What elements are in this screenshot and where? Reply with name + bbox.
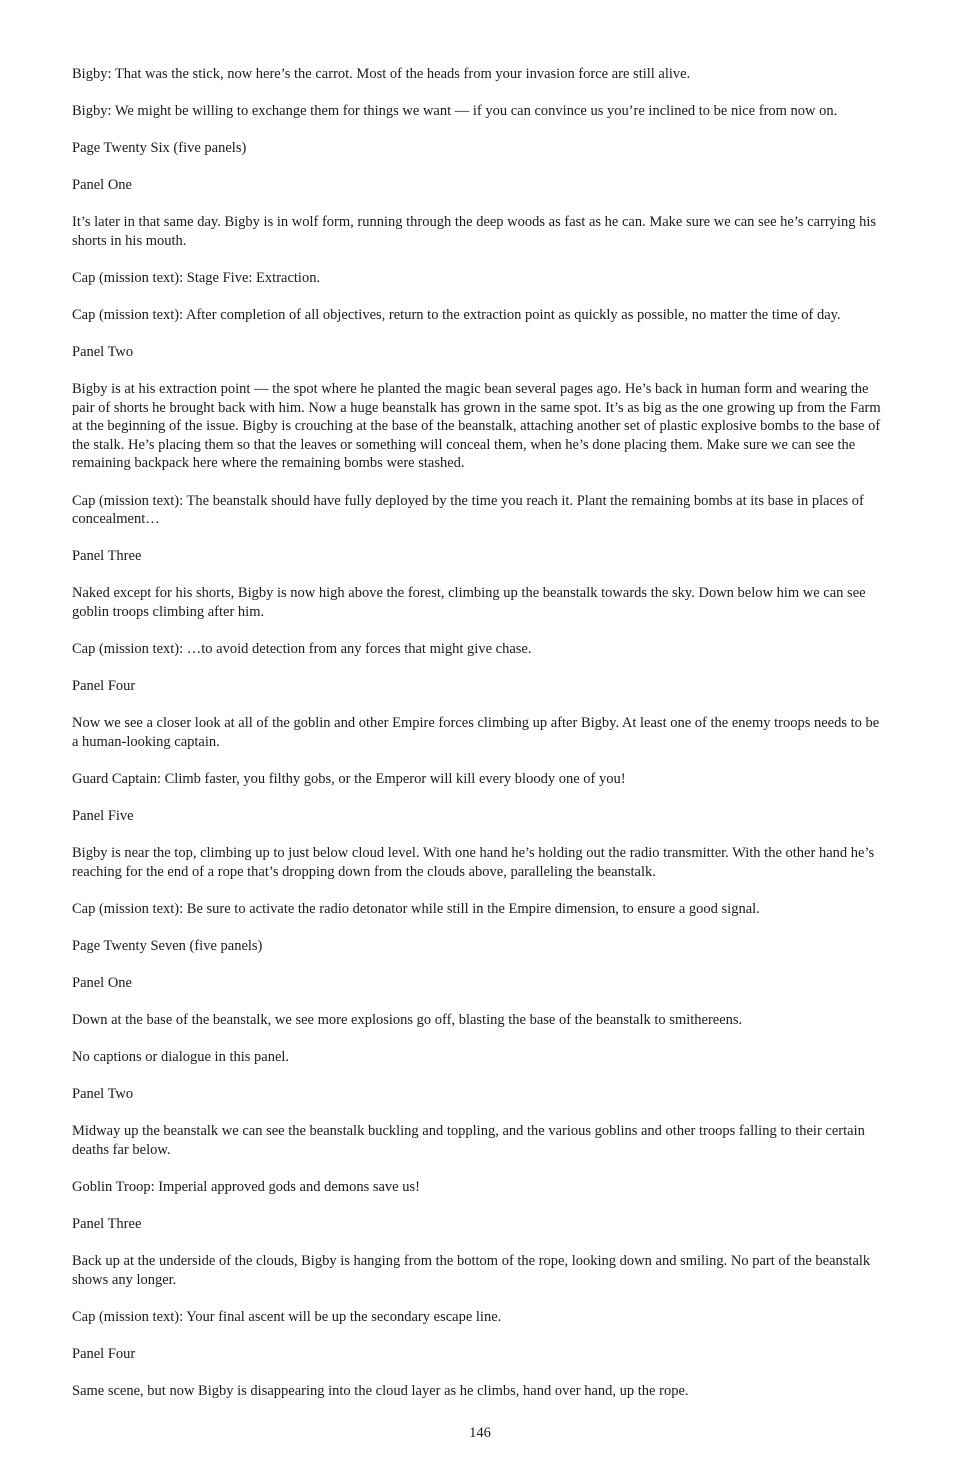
script-paragraph: Same scene, but now Bigby is disappearing into the cloud layer as he climbs, hand over hand, up the rope.: [72, 1382, 689, 1399]
script-paragraph: Panel Five: [72, 807, 134, 824]
script-paragraph: Goblin Troop: Imperial approved gods and demons save us!: [72, 1178, 420, 1195]
script-paragraph: No captions or dialogue in this panel.: [72, 1048, 290, 1065]
script-paragraph: Cap (mission text): Be sure to activate the radio detonator while still in the Empire dimension, to ensure a good signal.: [72, 900, 760, 917]
script-paragraph: Cap (mission text): The beanstalk should have fully deployed by the time you reach it. Plant the remaining bombs at its base in places of concealment…: [72, 492, 864, 528]
script-paragraph: Page Twenty Seven (five panels): [72, 937, 263, 954]
script-paragraph: Cap (mission text): …to avoid detection from any forces that might give chase.: [72, 640, 532, 657]
script-paragraph: Cap (mission text): Your final ascent will be up the secondary escape line.: [72, 1308, 502, 1325]
script-paragraph: Panel One: [72, 974, 132, 991]
script-paragraph: Bigby: We might be willing to exchange them for things we want — if you can convince us you’re inclined to be nice from now on.: [72, 103, 838, 120]
script-paragraph: Down at the base of the beanstalk, we see more explosions go off, blasting the base of the beanstalk to smithereens.: [72, 1011, 743, 1028]
script-paragraph: Panel Two: [72, 344, 134, 361]
script-paragraph: Cap (mission text): After completion of all objectives, return to the extraction point as quickly as possible, no matter the time of day.: [72, 307, 841, 324]
script-paragraph: Back up at the underside of the clouds, Bigby is hanging from the bottom of the rope, looking down and smiling. No part of the beanstalk shows any longer.: [72, 1253, 871, 1288]
script-paragraph: Panel Three: [72, 548, 142, 565]
script-paragraph: Panel Four: [72, 678, 136, 695]
script-paragraph: Now we see a closer look at all of the goblin and other Empire forces climbing up after Bigby. At least one of the enemy troops needs to be a human-looking captain.: [72, 715, 880, 750]
script-paragraph: Cap (mission text): Stage Five: Extraction.: [72, 270, 321, 287]
script-paragraph: It’s later in that same day. Bigby is in wolf form, running through the deep woods as fast as he can. Make sure we can see he’s carrying his shorts in his mouth.: [72, 214, 876, 249]
script-paragraph: Panel Three: [72, 1215, 142, 1232]
script-paragraph: Bigby is at his extraction point — the spot where he planted the magic bean several pages ago. He’s back in human form and wearing the pair of shorts he brought back with him. Now a huge beanstalk has grown in the same spot. It’s as big as the one growing up from the Farm at the beginning of the issue. Bigby is crouching at the base of the beanstalk, attaching another set of plastic explosive bombs to the base of the stalk. He’s placing them so that the leaves or something will conceal them, when he’s done placing them. Make sure we can see the remaining backpack here where the remaining bombs were stashed.: [72, 381, 881, 472]
script-paragraph: Guard Captain: Climb faster, you filthy gobs, or the Emperor will kill every bloody one of you!: [72, 770, 626, 787]
script-text: [72, 65, 889, 1419]
script-paragraph: Bigby is near the top, climbing up to just below cloud level. With one hand he’s holding out the radio transmitter. With the other hand he’s reaching for the end of a rope that’s dropping down from the clouds above, paralleling the beanstalk.: [72, 844, 875, 880]
script-paragraph: Panel One: [72, 177, 132, 194]
script-paragraph: Midway up the beanstalk we can see the beanstalk buckling and toppling, and the various goblins and other troops falling to their certain deaths far below.: [72, 1123, 865, 1158]
script-paragraph: Panel Four: [72, 1345, 136, 1362]
script-paragraph: Bigby: That was the stick, now here’s the carrot. Most of the heads from your invasion force are still alive.: [72, 66, 691, 82]
page-number: 146: [469, 1425, 491, 1441]
script-paragraph: Naked except for his shorts, Bigby is now high above the forest, climbing up the beanstalk towards the sky. Down below him we can see goblin troops climbing after him.: [72, 585, 866, 620]
script-paragraph: Panel Two: [72, 1086, 134, 1103]
script-paragraph: Page Twenty Six (five panels): [72, 140, 247, 157]
